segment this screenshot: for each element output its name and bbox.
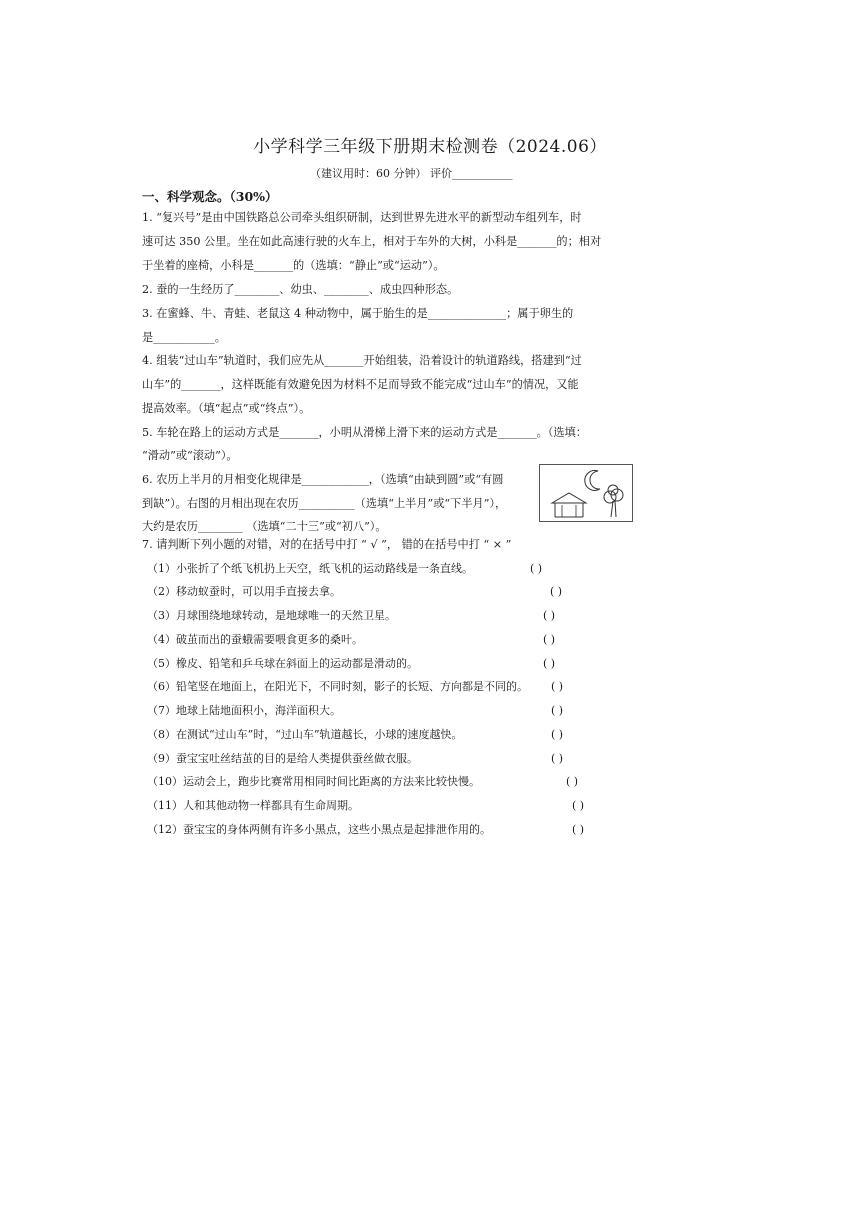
- q6-line-2: 到缺”）。右图的月相出现在农历__________（选填“上半月”或“下半月”），: [142, 497, 507, 510]
- exam-title: 小学科学三年级下册期末检测卷（2024.06）: [253, 137, 607, 157]
- q3-line-1: 3. 在蜜蜂、牛、青蛙、老鼠这 4 种动物中，属于胎生的是______________；属于卵生的: [142, 307, 574, 320]
- tf-answer-2[interactable]: ( ): [550, 585, 563, 598]
- tf-answer-11[interactable]: ( ): [572, 799, 585, 812]
- q3-line-2: 是___________。: [142, 331, 226, 344]
- q5-line-1: 5. 车轮在路上的运动方式是_______，小明从滑梯上滑下来的运动方式是_______。（选填：: [142, 426, 587, 439]
- tf-answer-9[interactable]: ( ): [551, 752, 564, 765]
- tf-item-9: （9）蚕宝宝吐丝结茧的目的是给人类提供蚕丝做衣服。: [147, 752, 418, 765]
- tf-answer-8[interactable]: ( ): [551, 728, 564, 741]
- tf-item-3: （3）月球围绕地球转动，是地球唯一的天然卫星。: [147, 609, 396, 622]
- moon-phase-figure: [539, 464, 633, 522]
- tf-answer-4[interactable]: ( ): [543, 633, 556, 646]
- q6-line-1: 6. 农历上半月的月相变化规律是____________，（选填“由缺到圆”或“有圆: [142, 473, 504, 486]
- q4-line-3: 提高效率。（填“起点”或“终点”）。: [142, 402, 311, 415]
- tf-answer-6[interactable]: ( ): [551, 680, 564, 693]
- tf-item-2: （2）移动蚁蚕时，可以用手直接去拿。: [147, 585, 341, 598]
- q5-line-2: “滑动”或“滚动”）。: [142, 449, 238, 462]
- q4-line-2: 山车”的_______，这样既能有效避免因为材料不足而导致不能完成“过山车”的情况，又能: [142, 378, 579, 391]
- tf-answer-5[interactable]: ( ): [543, 657, 556, 670]
- q7-intro: 7. 请判断下列小题的对错，对的在括号中打 “ √ ”， 错的在括号中打 “ × ”: [142, 538, 512, 551]
- exam-subtitle: （建议用时：60 分钟） 评价___________: [310, 167, 513, 180]
- tf-item-8: （8）在测试“过山车”时，“过山车”轨道越长，小球的速度越快。: [147, 728, 463, 741]
- tf-item-12: （12）蚕宝宝的身体两侧有许多小黑点，这些小黑点是起排泄作用的。: [147, 823, 491, 836]
- section-heading: 一、科学观念。（30%）: [142, 189, 278, 204]
- tf-item-11: （11）人和其他动物一样都具有生命周期。: [147, 799, 359, 812]
- tf-item-7: （7）地球上陆地面积小，海洋面积大。: [147, 704, 341, 717]
- tf-answer-12[interactable]: ( ): [572, 823, 585, 836]
- tf-answer-7[interactable]: ( ): [551, 704, 564, 717]
- tf-answer-1[interactable]: ( ): [530, 562, 543, 575]
- tf-answer-3[interactable]: ( ): [543, 609, 556, 622]
- tf-item-10: （10）运动会上，跑步比赛常用相同时间比距离的方法来比较快慢。: [147, 775, 480, 788]
- q6-line-3: 大约是农历________ （选填“二十三”或“初八”）。: [142, 520, 387, 533]
- q1-line-3: 于坐着的座椅，小科是_______的（选填：“静止”或“运动”）。: [142, 259, 445, 272]
- q2-line: 2. 蚕的一生经历了________、幼虫、________、成虫四种形态。: [142, 283, 459, 296]
- tf-item-1: （1）小张折了个纸飞机扔上天空，纸飞机的运动路线是一条直线。: [147, 562, 473, 575]
- tf-item-4: （4）破茧而出的蚕蛾需要喂食更多的桑叶。: [147, 633, 363, 646]
- q1-line-1: 1. “复兴号”是由中国铁路总公司牵头组织研制，达到世界先进水平的新型动车组列车，时: [142, 211, 582, 224]
- tf-answer-10[interactable]: ( ): [566, 775, 579, 788]
- tf-item-6: （6）铅笔竖在地面上，在阳光下，不同时刻，影子的长短、方向都是不同的。: [147, 680, 528, 693]
- q4-line-1: 4. 组装“过山车”轨道时，我们应先从_______开始组装，沿着设计的轨道路线，搭建到“过: [142, 354, 582, 367]
- moon-scene-icon: [540, 465, 632, 521]
- tf-item-5: （5）橡皮、铅笔和乒乓球在斜面上的运动都是滑动的。: [147, 657, 418, 670]
- q1-line-2: 速可达 350 公里。坐在如此高速行驶的火车上，相对于车外的大树，小科是_______的；相对: [142, 235, 602, 248]
